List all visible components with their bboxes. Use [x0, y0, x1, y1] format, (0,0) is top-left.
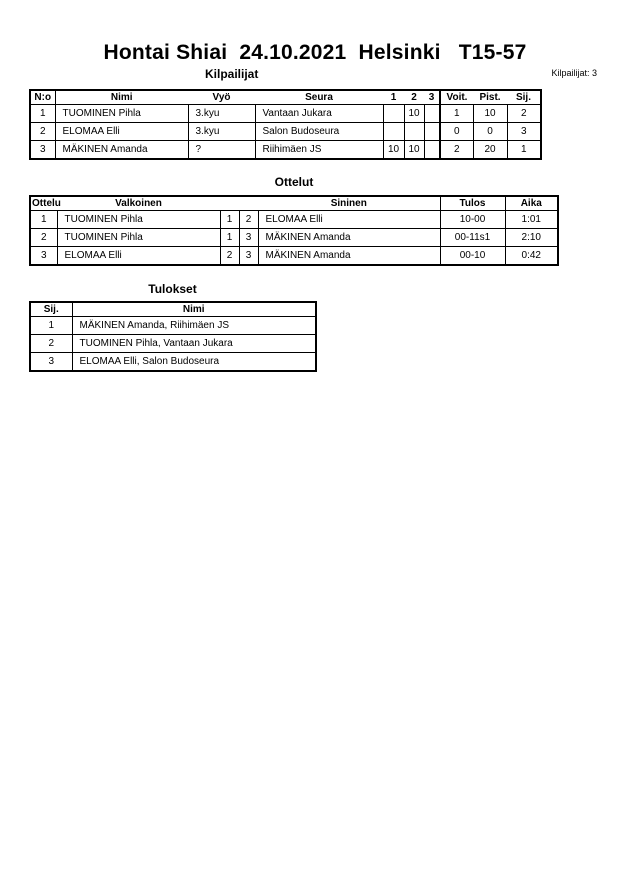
cell-name-club: TUOMINEN Pihla, Vantaan Jukara [72, 335, 316, 353]
col-header-sininen: Sininen [330, 198, 367, 209]
col-header-no: N:o [30, 90, 55, 105]
col-header-match1: 1 [390, 92, 397, 103]
cell-place: 2 [30, 335, 72, 353]
col-header-seura: Seura [305, 92, 333, 103]
cell-blue-name: MÄKINEN Amanda [258, 247, 440, 266]
cell-place: 3 [507, 123, 541, 141]
cell-time: 1:01 [505, 211, 558, 229]
result-row [30, 335, 316, 353]
cell-place: 2 [507, 105, 541, 123]
cell-wins: 2 [440, 141, 473, 160]
competitor-row [30, 141, 541, 160]
section-title-ottelut: Ottelut [274, 175, 314, 189]
cell-wins: 1 [440, 105, 473, 123]
cell-belt: ? [188, 141, 255, 160]
competitors-table [29, 89, 542, 160]
cell-match2 [404, 123, 424, 141]
cell-match2: 10 [404, 105, 424, 123]
match-row [30, 229, 558, 247]
cell-club: Salon Budoseura [255, 123, 383, 141]
cell-blue-no: 2 [239, 211, 258, 229]
section-title-kilpailijat: Kilpailijat [205, 67, 259, 81]
cell-blue-no: 3 [239, 247, 258, 266]
competitors-header-row [30, 90, 541, 105]
cell-wins: 0 [440, 123, 473, 141]
col-header-sij: Sij. [515, 92, 531, 103]
cell-blue-no: 3 [239, 229, 258, 247]
col-header-pist: Pist. [479, 92, 501, 103]
cell-match3 [424, 123, 440, 141]
col-header-valkoinen: Valkoinen [115, 198, 162, 209]
cell-no: 3 [30, 141, 55, 160]
col-header-tulos: Tulos [440, 196, 505, 211]
section-title-tulokset: Tulokset [148, 282, 197, 296]
cell-white-no: 1 [220, 229, 239, 247]
col-header-match2: 2 [411, 92, 417, 103]
cell-match1 [383, 105, 404, 123]
cell-score: 10-00 [440, 211, 505, 229]
cell-match3 [424, 141, 440, 160]
cell-club: Vantaan Jukara [255, 105, 383, 123]
page-title: Hontai Shiai 24.10.2021 Helsinki T15-57 [103, 41, 527, 64]
cell-name: TUOMINEN Pihla [55, 105, 188, 123]
cell-white-name: ELOMAA Elli [57, 247, 220, 266]
cell-points: 20 [473, 141, 507, 160]
cell-white-name: TUOMINEN Pihla [57, 211, 220, 229]
match-row [30, 211, 558, 229]
cell-match3 [424, 105, 440, 123]
cell-no: 2 [30, 123, 55, 141]
matches-header-row [30, 196, 558, 211]
cell-place: 1 [507, 141, 541, 160]
cell-place: 3 [30, 353, 72, 372]
cell-time: 2:10 [505, 229, 558, 247]
cell-points: 10 [473, 105, 507, 123]
cell-name-club: ELOMAA Elli, Salon Budoseura [72, 353, 316, 372]
cell-blue-name: MÄKINEN Amanda [258, 229, 440, 247]
cell-match1 [383, 123, 404, 141]
cell-match-no: 1 [30, 211, 57, 229]
cell-name: ELOMAA Elli [55, 123, 188, 141]
matches-table [29, 195, 559, 266]
col-header-blue-no [239, 196, 258, 211]
cell-points: 0 [473, 123, 507, 141]
cell-no: 1 [30, 105, 55, 123]
match-row [30, 247, 558, 266]
col-header-voit: Voit. [440, 90, 473, 105]
col-header-aika: Aika [505, 196, 558, 211]
cell-belt: 3.kyu [188, 123, 255, 141]
cell-white-no: 1 [220, 211, 239, 229]
cell-name-club: MÄKINEN Amanda, Riihimäen JS [72, 317, 316, 335]
results-table [29, 301, 317, 372]
col-header-nimi: Nimi [182, 304, 205, 315]
cell-white-no: 2 [220, 247, 239, 266]
cell-match-no: 2 [30, 229, 57, 247]
competitor-row [30, 123, 541, 141]
cell-match1: 10 [383, 141, 404, 160]
col-header-white-no [220, 196, 239, 211]
result-row [30, 353, 316, 372]
competitor-count-label: Kilpailijat: 3 [551, 68, 597, 78]
results-header-row [30, 302, 316, 317]
cell-match-no: 3 [30, 247, 57, 266]
cell-place: 1 [30, 317, 72, 335]
result-row [30, 317, 316, 335]
cell-score: 00-11s1 [440, 229, 505, 247]
col-header-ottelu: Ottelu [32, 198, 61, 209]
col-header-sij: Sij. [30, 302, 72, 317]
cell-blue-name: ELOMAA Elli [258, 211, 440, 229]
col-header-match3: 3 [428, 92, 435, 103]
col-header-nimi: Nimi [110, 92, 133, 103]
cell-white-name: TUOMINEN Pihla [57, 229, 220, 247]
cell-belt: 3.kyu [188, 105, 255, 123]
col-header-vyo: Vyö [212, 92, 231, 103]
cell-name: MÄKINEN Amanda [55, 141, 188, 160]
cell-time: 0:42 [505, 247, 558, 266]
cell-club: Riihimäen JS [255, 141, 383, 160]
cell-match2: 10 [404, 141, 424, 160]
competitor-row [30, 105, 541, 123]
cell-score: 00-10 [440, 247, 505, 266]
